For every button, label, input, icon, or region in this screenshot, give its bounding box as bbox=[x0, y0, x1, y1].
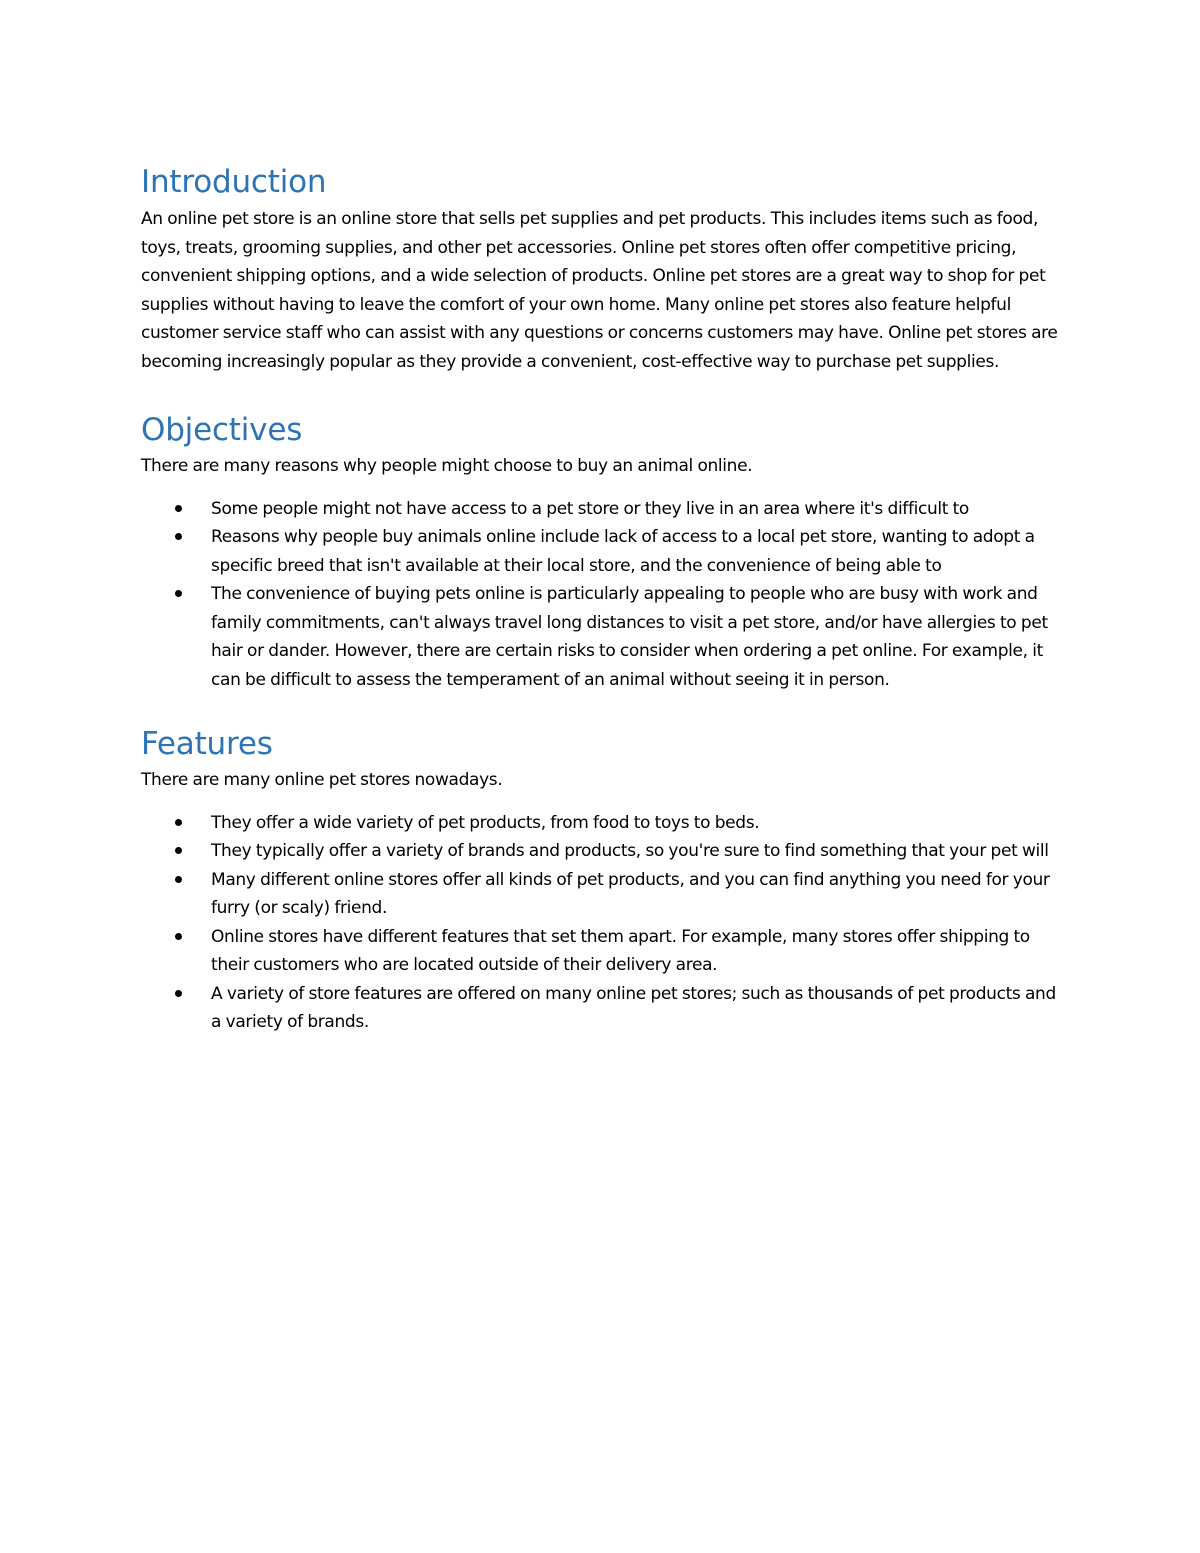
features-section bbox=[141, 722, 1066, 1037]
introduction-section bbox=[141, 160, 1066, 376]
list-item bbox=[141, 809, 1066, 838]
list-item bbox=[141, 837, 1066, 866]
list-item-text: Many different online stores offer all kinds of pet products, and you can find anything you need for your furry (or scaly) friend. bbox=[211, 869, 1050, 918]
list-item-text: Some people might not have access to a pet store or they live in an area where it's difficult to bbox=[211, 498, 969, 519]
introduction-heading: Introduction bbox=[141, 164, 327, 200]
bullet-icon bbox=[175, 933, 182, 940]
list-item-text: A variety of store features are offered on many online pet stores; such as thousands of pet products and a variety of brands. bbox=[211, 983, 1056, 1032]
list-item bbox=[141, 923, 1066, 980]
list-item bbox=[141, 866, 1066, 923]
objectives-section bbox=[141, 408, 1066, 694]
list-item bbox=[141, 580, 1066, 694]
bullet-icon bbox=[175, 590, 182, 597]
features-heading: Features bbox=[141, 726, 273, 762]
objectives-list bbox=[141, 495, 1066, 695]
list-item bbox=[141, 523, 1066, 580]
features-list bbox=[141, 809, 1066, 1037]
features-lead: There are many online pet stores nowadays. bbox=[141, 770, 503, 790]
introduction-paragraph: An online pet store is an online store that sells pet supplies and pet products. This includes items such as food, toys, treats, grooming supplies, and other pet accessories. Online pet stores often offer competitive pricing, convenient shipping options, and a wide selection of products. Online pet stores are a great way to shop for pet supplies without having to leave the comfort of your own home. Many online pet stores also feature helpful customer service staff who can assist with any questions or concerns customers may have. Online pet stores are becoming increasingly popular as they provide a convenient, cost-effective way to purchase pet supplies. bbox=[141, 209, 1058, 372]
bullet-icon bbox=[175, 505, 182, 512]
list-item-text: Online stores have different features that set them apart. For example, many stores offer shipping to their customers who are located outside of their delivery area. bbox=[211, 926, 1030, 975]
list-item-text: The convenience of buying pets online is particularly appealing to people who are busy with work and family commitments, can't always travel long distances to visit a pet store, and/or have allergies to pet hair or dander. However, there are certain risks to consider when ordering a pet online. For example, it can be difficult to assess the temperament of an animal without seeing it in person. bbox=[211, 584, 1048, 690]
objectives-heading: Objectives bbox=[141, 412, 303, 448]
bullet-icon bbox=[175, 990, 182, 997]
list-item bbox=[141, 495, 1066, 524]
document-page bbox=[141, 160, 1066, 1037]
list-item-text: They offer a wide variety of pet products, from food to toys to beds. bbox=[211, 812, 760, 833]
objectives-lead: There are many reasons why people might choose to buy an animal online. bbox=[141, 456, 753, 476]
list-item-text: Reasons why people buy animals online include lack of access to a local pet store, wanting to adopt a specific breed that isn't available at their local store, and the convenience of being able to bbox=[211, 527, 1035, 576]
list-item bbox=[141, 980, 1066, 1037]
bullet-icon bbox=[175, 876, 182, 883]
bullet-icon bbox=[175, 819, 182, 826]
bullet-icon bbox=[175, 847, 182, 854]
bullet-icon bbox=[175, 533, 182, 540]
list-item-text: They typically offer a variety of brands and products, so you're sure to find something that your pet will bbox=[211, 841, 1049, 861]
